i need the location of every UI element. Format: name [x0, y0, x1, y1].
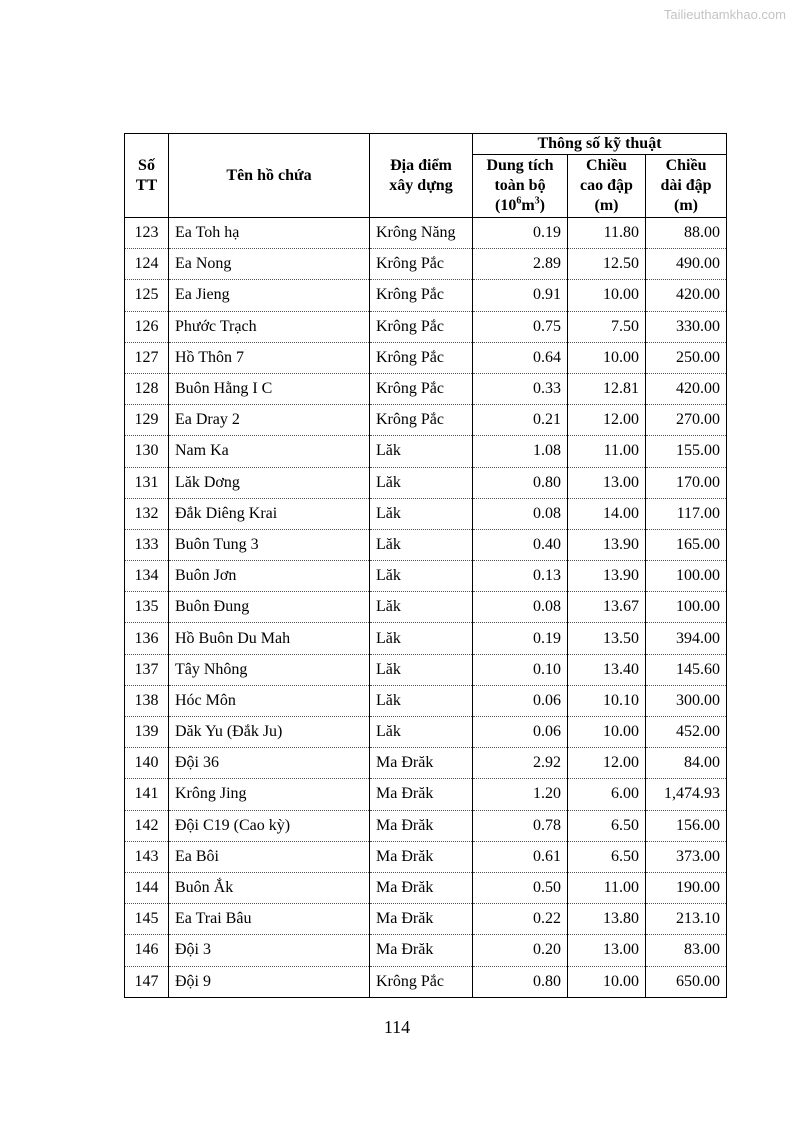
- header-height-unit: (m): [594, 197, 619, 214]
- cell-length: 490.00: [646, 249, 727, 280]
- cell-capacity: 0.78: [473, 810, 568, 841]
- cell-name: Đội 9: [169, 966, 370, 997]
- cell-location: Krông Pắc: [370, 311, 473, 342]
- cell-stt: 125: [125, 280, 169, 311]
- cell-name: Ea Jieng: [169, 280, 370, 311]
- cell-location: Lăk: [370, 592, 473, 623]
- cell-capacity: 0.08: [473, 592, 568, 623]
- cell-height: 12.81: [568, 373, 646, 404]
- cell-height: 6.00: [568, 779, 646, 810]
- table-row: [125, 654, 727, 685]
- cell-name: Đội 36: [169, 748, 370, 779]
- cell-stt: 134: [125, 561, 169, 592]
- cell-name: Nam Ka: [169, 436, 370, 467]
- cell-stt: 147: [125, 966, 169, 997]
- cell-length: 452.00: [646, 717, 727, 748]
- cell-stt: 137: [125, 654, 169, 685]
- cell-capacity: 1.20: [473, 779, 568, 810]
- cell-name: Buôn Ắk: [169, 872, 370, 903]
- header-capacity-line2: toàn bộ: [494, 177, 546, 194]
- header-location-line1: Địa điểm: [390, 156, 452, 174]
- cell-stt: 146: [125, 935, 169, 966]
- table-row: [125, 779, 727, 810]
- cell-length: 420.00: [646, 373, 727, 404]
- cell-stt: 138: [125, 685, 169, 716]
- table-header: [125, 134, 727, 218]
- header-length-line2: dài đập: [660, 177, 712, 194]
- header-dam-height: [568, 155, 646, 218]
- cell-name: Lăk Dơng: [169, 467, 370, 498]
- cell-stt: 124: [125, 249, 169, 280]
- table-row: [125, 373, 727, 404]
- cell-length: 88.00: [646, 218, 727, 249]
- cell-stt: 135: [125, 592, 169, 623]
- cell-name: Đội C19 (Cao kỳ): [169, 810, 370, 841]
- header-capacity: [473, 155, 568, 218]
- cell-capacity: 0.40: [473, 529, 568, 560]
- cell-stt: 132: [125, 498, 169, 529]
- header-length-unit: (m): [674, 197, 698, 214]
- cell-location: Krông Năng: [370, 218, 473, 249]
- cell-capacity: 0.91: [473, 280, 568, 311]
- cell-capacity: 0.64: [473, 342, 568, 373]
- table-row: [125, 685, 727, 716]
- cell-location: Krông Pắc: [370, 280, 473, 311]
- cell-capacity: 1.08: [473, 436, 568, 467]
- cell-stt: 131: [125, 467, 169, 498]
- table-row: [125, 467, 727, 498]
- cell-height: 13.00: [568, 935, 646, 966]
- cell-name: Ea Dray 2: [169, 405, 370, 436]
- cell-stt: 141: [125, 779, 169, 810]
- table-row: [125, 249, 727, 280]
- cell-location: Krông Pắc: [370, 405, 473, 436]
- cell-length: 100.00: [646, 592, 727, 623]
- cell-name: Buôn Tung 3: [169, 529, 370, 560]
- cell-height: 12.00: [568, 748, 646, 779]
- cell-stt: 130: [125, 436, 169, 467]
- header-location: [370, 134, 473, 218]
- cell-name: Đắk Diêng Krai: [169, 498, 370, 529]
- cell-name: Đội 3: [169, 935, 370, 966]
- header-stt-line1: Số: [138, 156, 155, 174]
- cell-length: 83.00: [646, 935, 727, 966]
- cell-capacity: 0.06: [473, 685, 568, 716]
- cell-length: 250.00: [646, 342, 727, 373]
- header-name: Tên hồ chứa: [169, 134, 370, 218]
- cell-length: 170.00: [646, 467, 727, 498]
- cell-capacity: 0.80: [473, 467, 568, 498]
- table-row: [125, 280, 727, 311]
- table-body: [125, 218, 727, 998]
- table-row: [125, 904, 727, 935]
- cell-height: 13.40: [568, 654, 646, 685]
- cell-capacity: 0.21: [473, 405, 568, 436]
- table-row: [125, 405, 727, 436]
- cell-location: Lăk: [370, 498, 473, 529]
- cell-name: Hồ Buôn Du Mah: [169, 623, 370, 654]
- cell-length: 84.00: [646, 748, 727, 779]
- table-row: [125, 311, 727, 342]
- cell-name: Buôn Hằng I C: [169, 373, 370, 404]
- cell-location: Ma Đrăk: [370, 872, 473, 903]
- cell-stt: 144: [125, 872, 169, 903]
- cell-name: Ea Trai Bâu: [169, 904, 370, 935]
- cell-name: Hóc Môn: [169, 685, 370, 716]
- cell-location: Krông Pắc: [370, 342, 473, 373]
- cell-length: 373.00: [646, 841, 727, 872]
- cell-length: 330.00: [646, 311, 727, 342]
- cell-stt: 139: [125, 717, 169, 748]
- cell-height: 12.00: [568, 405, 646, 436]
- cell-length: 165.00: [646, 529, 727, 560]
- cell-length: 156.00: [646, 810, 727, 841]
- cell-name: Hồ Thôn 7: [169, 342, 370, 373]
- cell-stt: 142: [125, 810, 169, 841]
- cell-capacity: 0.19: [473, 623, 568, 654]
- cell-height: 14.00: [568, 498, 646, 529]
- watermark: Tailieuthamkhao.com: [663, 7, 786, 22]
- table-row: [125, 342, 727, 373]
- cell-location: Krông Pắc: [370, 373, 473, 404]
- cell-height: 10.00: [568, 966, 646, 997]
- cell-stt: 123: [125, 218, 169, 249]
- cell-name: Ea Nong: [169, 249, 370, 280]
- cell-location: Lăk: [370, 561, 473, 592]
- header-capacity-unit: $(10^6m^3)$: [495, 195, 545, 214]
- cell-stt: 127: [125, 342, 169, 373]
- cell-length: 300.00: [646, 685, 727, 716]
- cell-capacity: 0.61: [473, 841, 568, 872]
- table-row: [125, 218, 727, 249]
- cell-location: Lăk: [370, 436, 473, 467]
- cell-height: 10.00: [568, 280, 646, 311]
- cell-stt: 128: [125, 373, 169, 404]
- cell-location: Ma Đrăk: [370, 935, 473, 966]
- cell-length: 420.00: [646, 280, 727, 311]
- table-row: [125, 561, 727, 592]
- cell-height: 11.00: [568, 436, 646, 467]
- table-row: [125, 872, 727, 903]
- cell-capacity: 0.33: [473, 373, 568, 404]
- header-location-line2: xây dựng: [389, 176, 453, 194]
- table-row: [125, 498, 727, 529]
- cell-capacity: 0.13: [473, 561, 568, 592]
- cell-height: 6.50: [568, 841, 646, 872]
- table-row: [125, 841, 727, 872]
- header-technical-group: Thông số kỹ thuật: [473, 134, 727, 155]
- cell-location: Lăk: [370, 529, 473, 560]
- cell-length: 155.00: [646, 436, 727, 467]
- cell-location: Ma Đrăk: [370, 748, 473, 779]
- cell-capacity: 0.50: [473, 872, 568, 903]
- cell-height: 11.80: [568, 218, 646, 249]
- header-height-line2: cao đập: [580, 177, 633, 194]
- table-row: [125, 810, 727, 841]
- cell-location: Krông Pắc: [370, 249, 473, 280]
- page-number: 114: [383, 1017, 411, 1037]
- cell-height: 10.00: [568, 717, 646, 748]
- cell-location: Ma Đrăk: [370, 904, 473, 935]
- header-height-line1: Chiều: [586, 157, 627, 174]
- cell-location: Lăk: [370, 654, 473, 685]
- cell-location: Ma Đrăk: [370, 841, 473, 872]
- cell-capacity: 0.08: [473, 498, 568, 529]
- cell-stt: 133: [125, 529, 169, 560]
- cell-name: Krông Jing: [169, 779, 370, 810]
- cell-capacity: 0.22: [473, 904, 568, 935]
- cell-name: Ea Toh hạ: [169, 218, 370, 249]
- cell-name: Ea Bôi: [169, 841, 370, 872]
- cell-length: 190.00: [646, 872, 727, 903]
- cell-capacity: 0.19: [473, 218, 568, 249]
- cell-height: 12.50: [568, 249, 646, 280]
- cell-location: Ma Đrăk: [370, 810, 473, 841]
- cell-height: 13.80: [568, 904, 646, 935]
- table-row: [125, 717, 727, 748]
- cell-capacity: 0.06: [473, 717, 568, 748]
- cell-stt: 129: [125, 405, 169, 436]
- cell-stt: 143: [125, 841, 169, 872]
- table-row: [125, 935, 727, 966]
- cell-name: Dăk Yu (Đắk Ju): [169, 717, 370, 748]
- header-capacity-line1: Dung tích: [486, 157, 554, 174]
- cell-height: 13.00: [568, 467, 646, 498]
- cell-capacity: 0.75: [473, 311, 568, 342]
- cell-length: 270.00: [646, 405, 727, 436]
- cell-capacity: 0.20: [473, 935, 568, 966]
- table-row: [125, 592, 727, 623]
- cell-name: Tây Nhông: [169, 654, 370, 685]
- cell-capacity: 0.80: [473, 966, 568, 997]
- cell-height: 7.50: [568, 311, 646, 342]
- table-row: [125, 529, 727, 560]
- cell-height: 13.90: [568, 561, 646, 592]
- cell-stt: 126: [125, 311, 169, 342]
- cell-location: Lăk: [370, 623, 473, 654]
- cell-height: 6.50: [568, 810, 646, 841]
- cell-name: Phước Trạch: [169, 311, 370, 342]
- cell-name: Buôn Jơn: [169, 561, 370, 592]
- cell-length: 1,474.93: [646, 779, 727, 810]
- cell-length: 213.10: [646, 904, 727, 935]
- cell-length: 100.00: [646, 561, 727, 592]
- cell-location: Lăk: [370, 685, 473, 716]
- cell-location: Krông Pắc: [370, 966, 473, 997]
- cell-length: 145.60: [646, 654, 727, 685]
- cell-capacity: 2.89: [473, 249, 568, 280]
- header-stt: [125, 134, 169, 218]
- cell-height: 13.67: [568, 592, 646, 623]
- cell-capacity: 2.92: [473, 748, 568, 779]
- table-row: [125, 966, 727, 997]
- header-stt-line2: TT: [135, 176, 158, 194]
- cell-stt: 145: [125, 904, 169, 935]
- cell-location: Lăk: [370, 717, 473, 748]
- cell-length: 394.00: [646, 623, 727, 654]
- header-length-line1: Chiều: [665, 157, 707, 174]
- cell-height: 13.50: [568, 623, 646, 654]
- table-row: [125, 623, 727, 654]
- cell-height: 10.10: [568, 685, 646, 716]
- cell-length: 650.00: [646, 966, 727, 997]
- cell-location: Lăk: [370, 467, 473, 498]
- cell-height: 10.00: [568, 342, 646, 373]
- cell-length: 117.00: [646, 498, 727, 529]
- cell-stt: 140: [125, 748, 169, 779]
- cell-capacity: 0.10: [473, 654, 568, 685]
- cell-name: Buôn Đung: [169, 592, 370, 623]
- cell-height: 13.90: [568, 529, 646, 560]
- table-row: [125, 748, 727, 779]
- cell-location: Ma Đrăk: [370, 779, 473, 810]
- reservoir-table: [124, 133, 727, 998]
- header-dam-length: [646, 155, 727, 218]
- table-row: [125, 436, 727, 467]
- cell-stt: 136: [125, 623, 169, 654]
- cell-height: 11.00: [568, 872, 646, 903]
